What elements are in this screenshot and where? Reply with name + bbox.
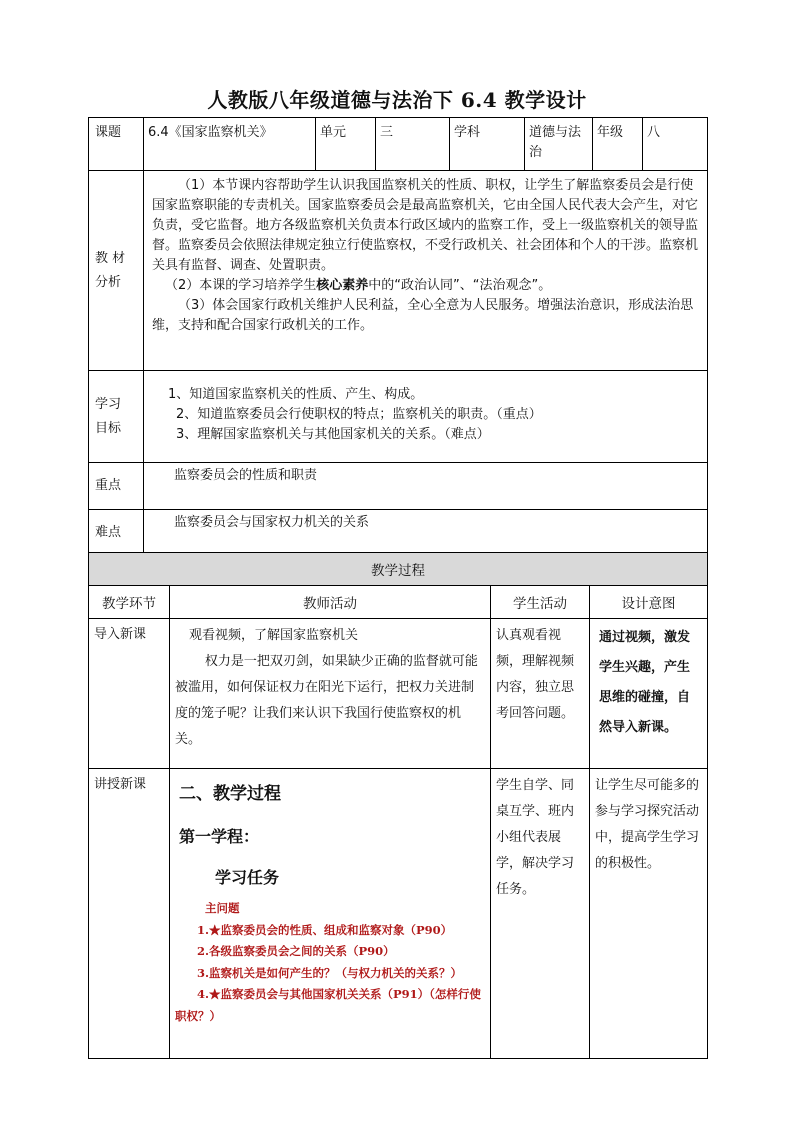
difficulty-row [89, 510, 708, 557]
process-title-row [89, 553, 708, 586]
key-content: 监察委员会的性质和职责 [144, 463, 708, 510]
intro-stage: 导入新课 [89, 619, 170, 769]
intro-student-activity: 认真观看视频，理解视频内容，独立思考回答问题。 [491, 619, 590, 769]
task-heading: 学习任务 [215, 868, 280, 887]
question-item: 3.监察机关是如何产生的？（与权力机关的关系？） [197, 965, 463, 980]
analysis-content [144, 171, 708, 371]
lesson-value: 6.4《国家监察机关》 [144, 118, 316, 171]
analysis-label: 教 材 分析 [89, 171, 144, 371]
intro-teacher-line1: 观看视频，了解国家监察机关 [189, 628, 359, 643]
question-list [175, 898, 485, 1027]
lecture-student-activity: 学生自学、同桌互学、班内小组代表展学，解决学习任务。 [491, 769, 590, 1059]
analysis-para-2: （2）本课的学习培养学生核心素养中的“政治认同”、“法治观念”。 [165, 278, 552, 293]
lecture-teacher-activity [170, 769, 491, 1059]
teaching-process-table [88, 552, 708, 1059]
lesson-info-table [88, 117, 708, 557]
subsection-heading: 第一学程： [179, 827, 260, 846]
difficulty-label: 难点 [89, 510, 144, 557]
document-title: 人教版八年级道德与法治下 6.4 教学设计 [207, 88, 587, 112]
subject-value: 道德与法治 [525, 118, 593, 171]
question-item: 4.★监察委员会与其他国家机关关系（P91）（怎样行使职权？） [175, 987, 481, 1023]
process-title: 教学过程 [89, 553, 708, 586]
goal-item: 2、知道监察委员会行使职权的特点；监察机关的职责。（重点） [176, 407, 542, 422]
section-heading: 二、教学过程 [179, 784, 281, 804]
intro-row [89, 619, 708, 769]
goal-item: 3、理解国家监察机关与其他国家机关的关系。（难点） [176, 427, 490, 442]
question-item: 1.★监察委员会的性质、组成和监察对象（P90） [197, 922, 453, 937]
grade-label: 年级 [593, 118, 643, 171]
lesson-label: 课题 [89, 118, 144, 171]
main-question-label: 主问题 [205, 901, 240, 915]
key-label: 重点 [89, 463, 144, 510]
process-header-row [89, 586, 708, 619]
goals-content [144, 371, 708, 463]
subject-label: 学科 [450, 118, 525, 171]
col-header-student: 学生活动 [491, 586, 590, 619]
col-header-intent: 设计意图 [590, 586, 708, 619]
grade-value: 八 [643, 118, 708, 171]
lecture-design-intent: 让学生尽可能多的参与学习探究活动中，提高学生学习的积极性。 [590, 769, 708, 1059]
intro-teacher-activity [170, 619, 491, 769]
goals-label: 学习 目标 [89, 371, 144, 463]
lecture-row [89, 769, 708, 1059]
intro-design-intent: 通过视频，激发学生兴趣，产生思维的碰撞，自然导入新课。 [590, 619, 708, 769]
header-row [89, 118, 708, 171]
goals-row [89, 371, 708, 463]
goal-item: 1、知道国家监察机关的性质、产生、构成。 [168, 387, 424, 402]
question-item: 2.各级监察委员会之间的关系（P90） [197, 944, 395, 958]
analysis-row [89, 171, 708, 371]
unit-label: 单元 [316, 118, 376, 171]
intro-teacher-line2: 权力是一把双刃剑，如果缺少正确的监督就可能被滥用，如何保证权力在阳光下运行，把权力关进制度的笼子呢？让我们来认识下我国行使监察权的机关。 [175, 654, 478, 747]
lecture-stage: 讲授新课 [89, 769, 170, 1059]
analysis-para-3: （3）体会国家行政机关维护人民利益，全心全意为人民服务。增强法治意识，形成法治思维，支持和配合国家行政机关的工作。 [152, 298, 694, 333]
col-header-teacher: 教师活动 [170, 586, 491, 619]
analysis-para-1: （1）本节课内容帮助学生认识我国监察机关的性质、职权，让学生了解监察委员会是行使国家监察职能的专责机关。国家监察委员会是最高监察机关，它由全国人民代表大会产生，对它负责，受它监督。地方各级监察机关负责本行政区域内的监察工作，受上一级监察机关的领导监督。监察委员会依照法律规定独立行使监察权，不受行政机关、社会团体和个人的干涉。监察机关具有监督、调查、处置职责。 [152, 178, 699, 273]
difficulty-content: 监察委员会与国家权力机关的关系 [144, 510, 708, 557]
col-header-stage: 教学环节 [89, 586, 170, 619]
unit-value: 三 [376, 118, 450, 171]
key-row [89, 463, 708, 510]
